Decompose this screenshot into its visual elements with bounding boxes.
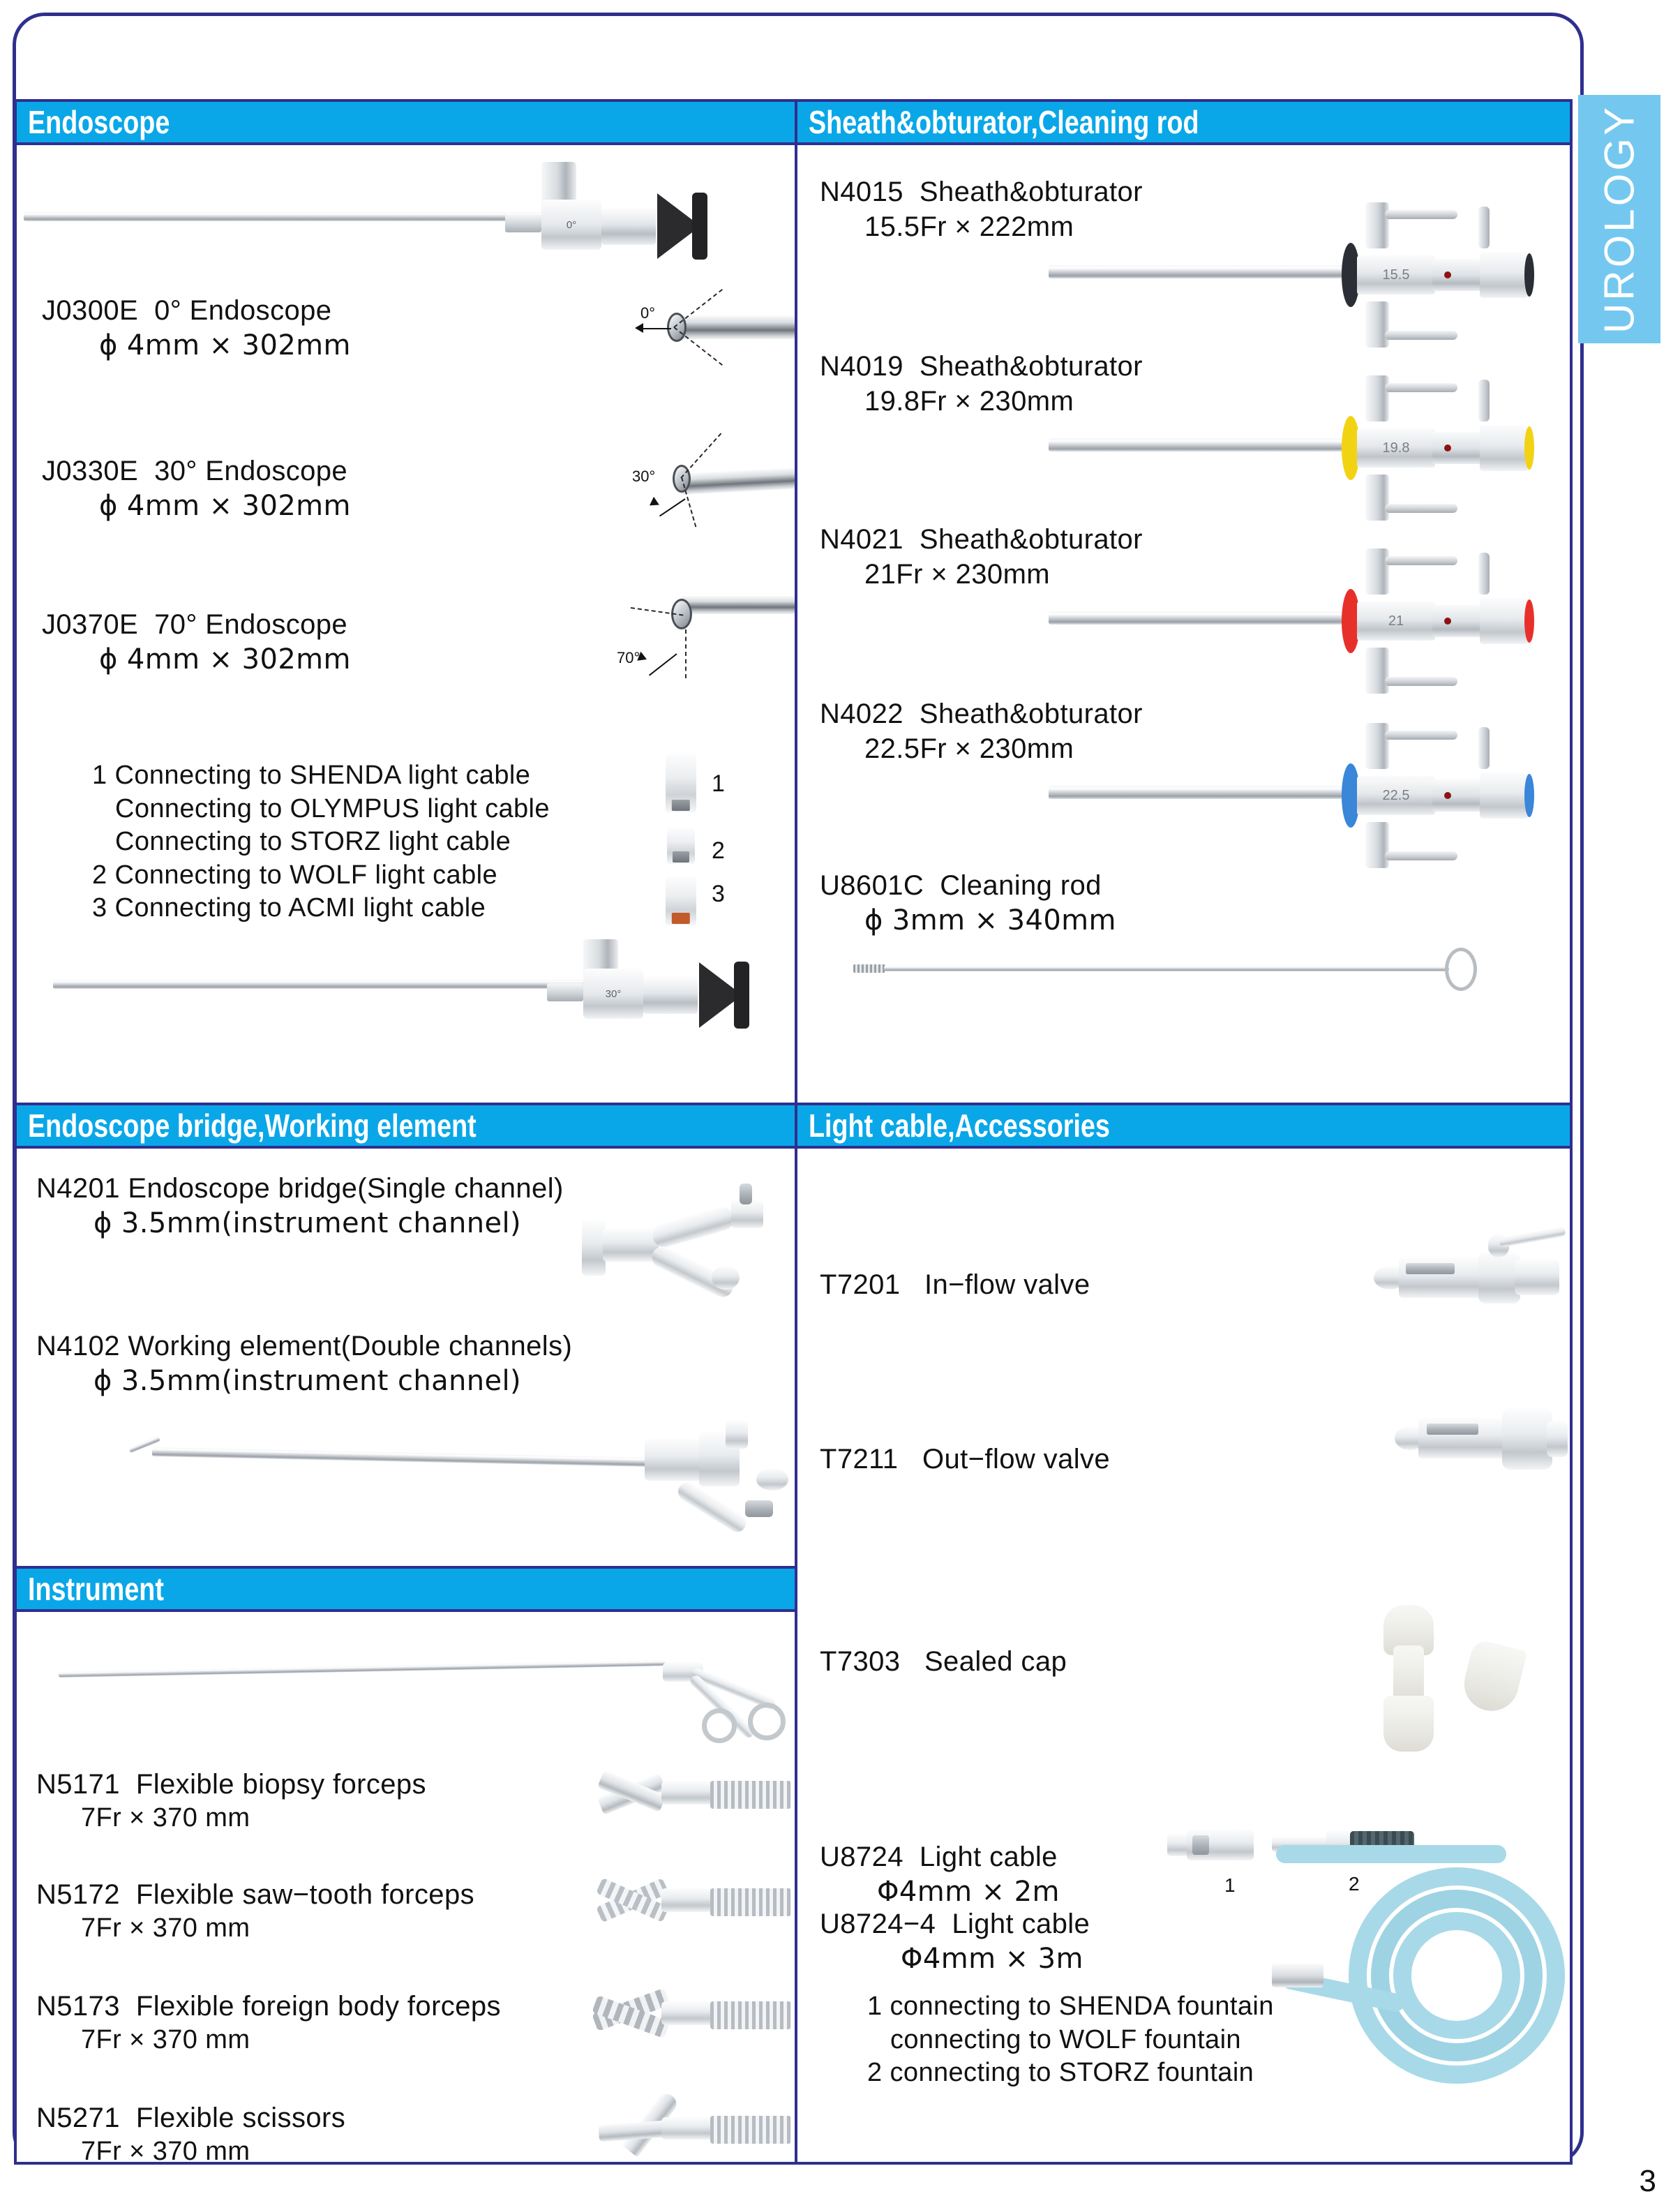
product-code: U8724 xyxy=(820,1842,903,1872)
product-spec: 19.8Fr × 230mm xyxy=(864,386,1074,417)
size-marking: 19.8 xyxy=(1357,428,1435,468)
panel-title: Endoscope bridge,Working element xyxy=(28,1107,477,1144)
product-image-instrument-n5173 xyxy=(589,1969,797,2074)
panel-header-instrument xyxy=(17,1569,795,1612)
product-spec: Φ4mm × 2m xyxy=(877,1876,1060,1909)
product-image-sheath-n4019 xyxy=(1049,382,1573,501)
product-spec: ϕ 3mm × 340mm xyxy=(864,904,1116,937)
product-name: Sealed cap xyxy=(924,1646,1067,1677)
product-image-bridge-n4201 xyxy=(575,1177,797,1295)
product-code: J0330E xyxy=(42,456,139,486)
angle-diagram-30 xyxy=(631,424,797,536)
note-text: Connecting to WOLF light cable xyxy=(114,860,498,890)
product-instrument-n5173 xyxy=(36,1989,501,2057)
size-marking: 15.5 xyxy=(1357,255,1435,294)
product-name: Cleaning rod xyxy=(940,870,1102,901)
product-image-inflow-valve xyxy=(1363,1234,1572,1324)
product-image-connector-2 xyxy=(667,828,695,864)
catalog-grid xyxy=(14,99,1573,2165)
product-spec: ϕ 3.5mm(instrument channel) xyxy=(93,1365,522,1398)
product-name: Flexible biopsy forceps xyxy=(135,1769,426,1800)
product-image-sheath-n4022 xyxy=(1049,730,1573,849)
product-image-cable-adapter-1 xyxy=(1167,1826,1258,1867)
product-image-instrument-n5171 xyxy=(589,1749,797,1846)
cable-connector-tip xyxy=(1272,1964,1323,1987)
product-name: 0° Endoscope xyxy=(154,295,332,326)
product-name: Light cable xyxy=(919,1842,1058,1872)
product-name: Flexible scissors xyxy=(135,2103,346,2133)
product-code: N4021 xyxy=(820,524,903,555)
product-image-flexible-instrument-full xyxy=(59,1636,797,1747)
product-spec: 7Fr × 370 mm xyxy=(81,1803,250,1833)
product-image-instrument-n5271 xyxy=(589,2081,797,2165)
product-cleaning-rod xyxy=(820,868,1116,939)
light-connector-port xyxy=(547,983,583,1001)
product-image-instrument-n5172 xyxy=(589,1856,797,1961)
product-spec: 22.5Fr × 230mm xyxy=(864,733,1074,765)
eyepiece-cup xyxy=(734,962,749,1029)
light-cable-fountain-notes xyxy=(867,1990,1274,2090)
product-code: N5171 xyxy=(36,1769,120,1800)
note-number: 1 xyxy=(867,1992,883,2021)
product-code: U8601C xyxy=(820,870,924,901)
note-text: connecting to STORZ fountain xyxy=(890,2058,1254,2087)
callout-number-1: 1 xyxy=(712,770,725,797)
note-text: connecting to SHENDA fountain xyxy=(890,1992,1274,2021)
product-image-endoscope-full-top xyxy=(17,166,714,264)
panel-title: Instrument xyxy=(28,1571,164,1607)
product-spec: 21Fr × 230mm xyxy=(864,559,1051,590)
product-name: 70° Endoscope xyxy=(154,609,348,640)
note-text: Connecting to SHENDA light cable xyxy=(114,761,531,790)
scope-body: 0° xyxy=(541,200,601,250)
panel-title: Sheath&obturator,Cleaning rod xyxy=(809,104,1199,140)
product-inflow-valve xyxy=(820,1267,1090,1302)
panel-bridge-working-element xyxy=(14,1103,797,1569)
panel-title: Endoscope xyxy=(28,104,170,140)
product-code: N4201 xyxy=(36,1173,120,1204)
note-number: 2 xyxy=(867,2058,883,2087)
product-name: Flexible saw−tooth forceps xyxy=(135,1879,474,1910)
product-code: U8724−4 xyxy=(820,1909,936,1939)
callout-number-cable-2: 2 xyxy=(1349,1873,1360,1895)
rod-handle-ring xyxy=(1445,948,1477,991)
product-name: Flexible foreign body forceps xyxy=(135,1991,501,2022)
angle-label: 70° xyxy=(617,649,640,666)
product-code: N5271 xyxy=(36,2103,120,2133)
panel-title: Light cable,Accessories xyxy=(809,1107,1110,1144)
product-name: Light cable xyxy=(952,1909,1090,1939)
page-number: 3 xyxy=(1639,2164,1656,2198)
note-text: Connecting to ACMI light cable xyxy=(114,893,486,923)
size-marking: 22.5 xyxy=(1357,776,1435,815)
angle-diagram-70 xyxy=(617,564,797,682)
product-name: In−flow valve xyxy=(924,1269,1090,1300)
scope-body: 30° xyxy=(583,969,643,1019)
product-name: Out−flow valve xyxy=(922,1444,1111,1474)
product-image-light-cable-coil xyxy=(1272,1839,1573,2146)
light-connector-port xyxy=(505,214,541,232)
product-code: N4102 xyxy=(36,1331,120,1361)
product-spec: 7Fr × 370 mm xyxy=(81,1913,250,1943)
note-text: Connecting to STORZ light cable xyxy=(115,827,511,856)
panel-header-sheath xyxy=(797,102,1570,145)
product-code: N5172 xyxy=(36,1879,120,1910)
size-marking: 21 xyxy=(1357,602,1435,641)
product-code: T7201 xyxy=(820,1269,901,1300)
product-spec: 7Fr × 370 mm xyxy=(81,2025,250,2055)
angle-diagram-0 xyxy=(631,278,797,375)
panel-instrument xyxy=(14,1566,797,2165)
product-spec: ϕ 4mm × 302mm xyxy=(99,490,351,523)
product-endoscope-70 xyxy=(42,607,351,678)
scope-barrel xyxy=(601,207,656,245)
product-code: N4019 xyxy=(820,351,903,382)
panel-light-cable-accessories xyxy=(795,1103,1573,2165)
panel-sheath-obturator xyxy=(795,99,1573,1105)
panel-header-endoscope xyxy=(17,102,795,145)
scope-barrel xyxy=(643,976,698,1014)
callout-number-3: 3 xyxy=(712,881,725,907)
product-code: J0300E xyxy=(42,295,139,326)
product-instrument-n5172 xyxy=(36,1877,474,1946)
section-tab-urology[interactable] xyxy=(1578,95,1660,343)
panel-body-endoscope xyxy=(17,145,795,1100)
product-code: N5173 xyxy=(36,1991,120,2022)
product-code: T7303 xyxy=(820,1646,901,1677)
note-number: 2 xyxy=(92,860,107,890)
callout-number-cable-1: 1 xyxy=(1224,1874,1236,1896)
product-working-element-n4102 xyxy=(36,1329,572,1399)
product-instrument-n5171 xyxy=(36,1767,426,1835)
note-text: Connecting to OLYMPUS light cable xyxy=(115,793,550,823)
panel-body-bridge xyxy=(17,1149,795,1563)
section-tab-label: UROLOGY xyxy=(1596,104,1643,334)
panel-body-light xyxy=(797,1149,1570,2159)
product-spec: Φ4mm × 3m xyxy=(901,1943,1083,1976)
product-name: Sheath&obturator xyxy=(919,699,1143,729)
panel-body-sheath xyxy=(797,145,1570,1100)
eyepiece-cup xyxy=(692,193,707,260)
product-code: J0370E xyxy=(42,609,139,640)
product-code: N4022 xyxy=(820,699,903,729)
product-image-sheath-n4021 xyxy=(1049,555,1573,674)
panel-header-light xyxy=(797,1105,1570,1149)
product-light-cable-u8724-4 xyxy=(820,1906,1090,1977)
product-name: Sheath&obturator xyxy=(919,177,1143,207)
product-spec: ϕ 3.5mm(instrument channel) xyxy=(93,1207,522,1240)
product-name: Working element(Double channels) xyxy=(128,1331,573,1361)
product-image-sheath-n4015 xyxy=(1049,209,1573,328)
product-image-working-element-n4102 xyxy=(128,1408,797,1548)
product-spec: 7Fr × 370 mm xyxy=(81,2137,250,2165)
note-text: connecting to WOLF fountain xyxy=(890,2024,1241,2054)
product-image-cleaning-rod xyxy=(853,945,1551,1001)
panel-endoscope xyxy=(14,99,797,1105)
product-instrument-n5271 xyxy=(36,2100,345,2165)
product-bridge-n4201 xyxy=(36,1171,564,1241)
product-name: Endoscope bridge(Single channel) xyxy=(128,1173,564,1204)
angle-label: 0° xyxy=(640,304,656,322)
product-image-sealed-cap xyxy=(1377,1602,1573,1763)
product-image-connector-3 xyxy=(666,876,696,925)
note-number: 3 xyxy=(92,893,107,923)
product-image-endoscope-full-bottom xyxy=(17,920,749,1038)
angle-label: 30° xyxy=(632,468,656,485)
product-spec: ϕ 4mm × 302mm xyxy=(99,643,351,676)
light-cable-connector-notes xyxy=(92,759,550,925)
product-light-cable-u8724 xyxy=(820,1839,1060,1910)
product-name: Sheath&obturator xyxy=(919,524,1143,555)
panel-body-instrument xyxy=(17,1612,795,2165)
product-endoscope-30 xyxy=(42,454,351,524)
product-spec: 15.5Fr × 222mm xyxy=(864,211,1074,243)
note-number: 1 xyxy=(92,761,107,790)
product-sealed-cap xyxy=(820,1644,1067,1679)
product-code: N4015 xyxy=(820,177,903,207)
panel-header-bridge xyxy=(17,1105,795,1149)
product-code: T7211 xyxy=(820,1444,899,1474)
product-image-outflow-valve xyxy=(1390,1393,1572,1491)
product-endoscope-0 xyxy=(42,293,351,364)
callout-number-2: 2 xyxy=(712,837,725,864)
product-image-connector-1 xyxy=(666,754,696,812)
product-spec: ϕ 4mm × 302mm xyxy=(99,329,351,362)
product-name: 30° Endoscope xyxy=(154,456,348,486)
product-name: Sheath&obturator xyxy=(919,351,1143,382)
product-outflow-valve xyxy=(820,1442,1110,1477)
